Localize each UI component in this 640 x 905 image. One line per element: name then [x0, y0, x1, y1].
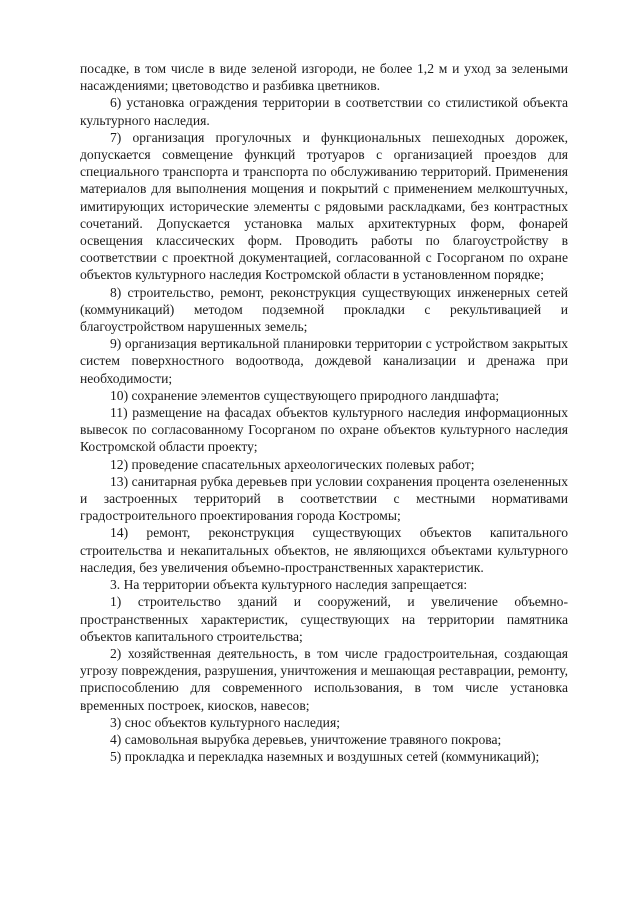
paragraph-item-9: 9) организация вертикальной планировки территории с устройством закрытых систем поверхностного водоотвода, дождевой канализации и дренажа при необходимости;	[80, 336, 568, 386]
paragraph-item-10: 10) сохранение элементов существующего природного ландшафта;	[110, 387, 500, 403]
paragraph-item-14: 14) ремонт, реконструкция существующих объектов капитального строительства и некапитальных объектов, не являющихся объектами культурного наследия, без увеличения объемно-пространственных характеристик.	[80, 525, 568, 575]
document-body	[80, 60, 568, 765]
paragraph-item-8: 8) строительство, ремонт, реконструкция существующих инженерных сетей (коммуникаций) методом подземной прокладки с рекультивацией и благоустройством нарушенных земель;	[80, 284, 568, 335]
paragraph-item-7: 7) организация прогулочных и функциональных пешеходных дорожек, допускается совмещение функций тротуаров с организацией проездов для специального транспорта и транспорта по обслуживанию территорий. Применения материалов для выполнения мощения и покрытий с применением мелкоштучных, имитирующих исторические элементы с рядовыми раскладками, без контрастных сочетаний. Допускается установка малых архитектурных форм, фонарей освещения классических форм. Проводить работы по благоустройству в соответствии с проектной документацией, согласованной с Госорганом по охране объектов культурного наследия Костромской области в установленном порядке;	[80, 129, 568, 283]
paragraph-item-12: 12) проведение спасательных археологических полевых работ;	[110, 456, 475, 472]
prohibited-item-2: 2) хозяйственная деятельность, в том числе градостроительная, создающая угрозу повреждения, разрушения, уничтожения и мешающая реставрации, ремонту, приспособлению для современного использования, в том числе установка временных построек, киосков, навесов;	[80, 645, 568, 713]
prohibited-item-4: 4) самовольная вырубка деревьев, уничтожение травяного покрова;	[110, 731, 502, 747]
paragraph-item-13: 13) санитарная рубка деревьев при условии сохранения процента озелененных и застроенных территорий в соответствии с местными нормативами градостроительного проектирования города Костромы;	[80, 473, 568, 524]
paragraph-continuation: посадке, в том числе в виде зеленой изгороди, не более 1,2 м и уход за зелеными насаждениями; цветоводство и разбивка цветников.	[80, 61, 568, 94]
prohibited-item-1: 1) строительство зданий и сооружений, и увеличение объемно-пространственных характеристик, существующих на территории памятника объектов капитального строительства;	[80, 594, 568, 644]
paragraph-item-6: 6) установка ограждения территории в соответствии со стилистикой объекта культурного наследия.	[80, 95, 568, 128]
paragraph-item-11: 11) размещение на фасадах объектов культурного наследия информационных вывесок по согласованному Госорганом по охране объектов культурного наследия Костромской области проекту;	[80, 405, 568, 455]
section-heading-prohibited: 3. На территории объекта культурного наследия запрещается:	[110, 577, 468, 593]
prohibited-item-5: 5) прокладка и перекладка наземных и воздушных сетей (коммуникаций);	[110, 749, 540, 765]
prohibited-item-3: 3) снос объектов культурного наследия;	[110, 714, 340, 730]
